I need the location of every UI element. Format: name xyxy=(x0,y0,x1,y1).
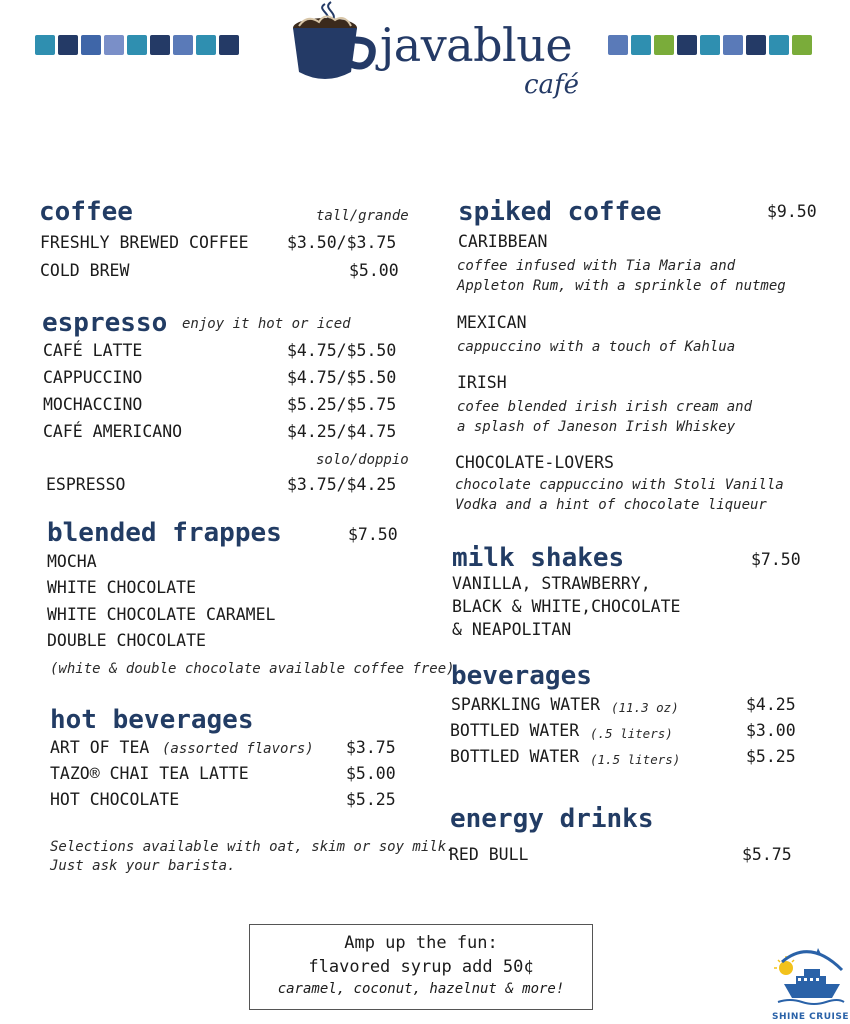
milk-options-note: Selections available with oat, skim or soy milk. xyxy=(50,839,455,855)
menu-item-name: CARIBBEAN xyxy=(458,232,548,251)
menu-item-name: COLD BREW xyxy=(40,261,130,280)
brand-subtitle: café xyxy=(524,70,580,100)
menu-item-name: ART OF TEA xyxy=(50,738,150,757)
promo-line: Amp up the fun: xyxy=(344,933,498,953)
color-square xyxy=(654,35,674,55)
menu-item-price: $5.00 xyxy=(346,764,396,783)
coffee-size-note: tall/grande xyxy=(316,208,409,224)
menu-item-name: CHOCOLATE-LOVERS xyxy=(455,453,614,472)
frappes-heading: blended frappes xyxy=(47,518,282,548)
frappes-note: (white & double chocolate available coffee free) xyxy=(50,661,455,677)
color-square xyxy=(219,35,239,55)
color-square xyxy=(81,35,101,55)
milk-shakes-heading: milk shakes xyxy=(452,543,625,573)
coffee-heading: coffee xyxy=(39,197,133,227)
menu-item-note: (1.5 liters) xyxy=(590,752,681,767)
menu-item-name: MOCHA xyxy=(47,552,97,571)
menu-item-name: TAZO® CHAI TEA LATTE xyxy=(50,764,249,783)
menu-item-name: VANILLA, STRAWBERRY, xyxy=(452,574,651,593)
spiked-coffee-heading: spiked coffee xyxy=(458,197,662,227)
menu-item-name: MOCHACCINO xyxy=(43,395,143,414)
energy-drinks-heading: energy drinks xyxy=(450,804,654,834)
menu-item-name: HOT CHOCOLATE xyxy=(50,790,180,809)
color-square xyxy=(700,35,720,55)
menu-item-price: $5.75 xyxy=(742,845,792,864)
menu-item-price: $5.25/$5.75 xyxy=(287,395,397,414)
menu-item-price: $3.75/$4.25 xyxy=(287,475,397,494)
menu-item-name: CAPPUCCINO xyxy=(43,368,143,387)
menu-item-description: cappuccino with a touch of Kahlua xyxy=(457,339,736,355)
color-square xyxy=(196,35,216,55)
espresso-heading: espresso xyxy=(42,308,168,338)
menu-item-description: cofee blended irish irish cream and xyxy=(457,399,753,415)
menu-item-name: MEXICAN xyxy=(457,313,527,332)
left-color-squares xyxy=(35,35,239,55)
menu-item-price: $5.00 xyxy=(349,261,399,280)
menu-item-note: (.5 liters) xyxy=(590,726,673,741)
color-square xyxy=(769,35,789,55)
menu-item-price: $4.75/$5.50 xyxy=(287,341,397,360)
menu-item-price: $3.75 xyxy=(346,738,396,757)
flavored-syrup-promo-box xyxy=(249,924,593,1010)
menu-item-name: & NEAPOLITAN xyxy=(452,620,572,639)
color-square xyxy=(792,35,812,55)
menu-item-price: $4.25/$4.75 xyxy=(287,422,397,441)
color-square xyxy=(35,35,55,55)
menu-item-name: BLACK & WHITE,CHOCOLATE xyxy=(452,597,681,616)
promo-line: caramel, coconut, hazelnut & more! xyxy=(277,981,565,997)
milk-options-note: Just ask your barista. xyxy=(50,858,236,874)
menu-item-price: $4.75/$5.50 xyxy=(287,368,397,387)
milk-shakes-price: $7.50 xyxy=(751,550,801,569)
beverages-heading: beverages xyxy=(451,661,592,691)
menu-item-price: $5.25 xyxy=(746,747,796,766)
menu-item-name: BOTTLED WATER xyxy=(450,747,580,766)
menu-item-price: $5.25 xyxy=(346,790,396,809)
menu-item-name: RED BULL xyxy=(449,845,529,864)
color-square xyxy=(173,35,193,55)
cruise-ship-logo-icon xyxy=(770,940,845,1012)
menu-item-note: (assorted flavors) xyxy=(162,741,314,757)
menu-item-description: a splash of Janeson Irish Whiskey xyxy=(457,419,736,435)
menu-item-name: WHITE CHOCOLATE CARAMEL xyxy=(47,605,276,624)
menu-item-description: chocolate cappuccino with Stoli Vanilla xyxy=(455,477,784,493)
menu-item-note: (11.3 oz) xyxy=(611,700,679,715)
color-square xyxy=(631,35,651,55)
coffee-cup-logo-icon xyxy=(285,0,380,88)
menu-item-description: Vodka and a hint of chocolate liqueur xyxy=(455,497,767,513)
menu-item-name: SPARKLING WATER xyxy=(451,695,601,714)
menu-item-name: FRESHLY BREWED COFFEE xyxy=(40,233,249,252)
menu-item-name: CAFÉ AMERICANO xyxy=(43,422,183,441)
menu-item-name: IRISH xyxy=(457,373,507,392)
menu-item-price: $3.50/$3.75 xyxy=(287,233,397,252)
menu-item-description: coffee infused with Tia Maria and xyxy=(457,258,736,274)
brand-name: javablue xyxy=(380,18,573,72)
shine-cruise-logo-text: SHINE CRUISE xyxy=(772,1012,849,1022)
hot-beverages-heading: hot beverages xyxy=(50,705,254,735)
frappes-price: $7.50 xyxy=(348,525,398,544)
menu-item-description: Appleton Rum, with a sprinkle of nutmeg xyxy=(457,278,786,294)
color-square xyxy=(677,35,697,55)
color-square xyxy=(104,35,124,55)
color-square xyxy=(746,35,766,55)
menu-item-name: BOTTLED WATER xyxy=(450,721,580,740)
color-square xyxy=(608,35,628,55)
menu-item-name: DOUBLE CHOCOLATE xyxy=(47,631,206,650)
color-square xyxy=(127,35,147,55)
right-color-squares xyxy=(608,35,812,55)
promo-line: flavored syrup add 50¢ xyxy=(308,957,534,977)
menu-item-price: $3.00 xyxy=(746,721,796,740)
menu-item-price: $4.25 xyxy=(746,695,796,714)
spiked-coffee-price: $9.50 xyxy=(767,202,817,221)
espresso-size-note: solo/doppio xyxy=(316,452,409,468)
color-square xyxy=(723,35,743,55)
color-square xyxy=(150,35,170,55)
menu-item-name: WHITE CHOCOLATE xyxy=(47,578,197,597)
menu-item-name: ESPRESSO xyxy=(46,475,126,494)
menu-item-name: CAFÉ LATTE xyxy=(43,341,143,360)
color-square xyxy=(58,35,78,55)
espresso-note: enjoy it hot or iced xyxy=(182,316,351,332)
